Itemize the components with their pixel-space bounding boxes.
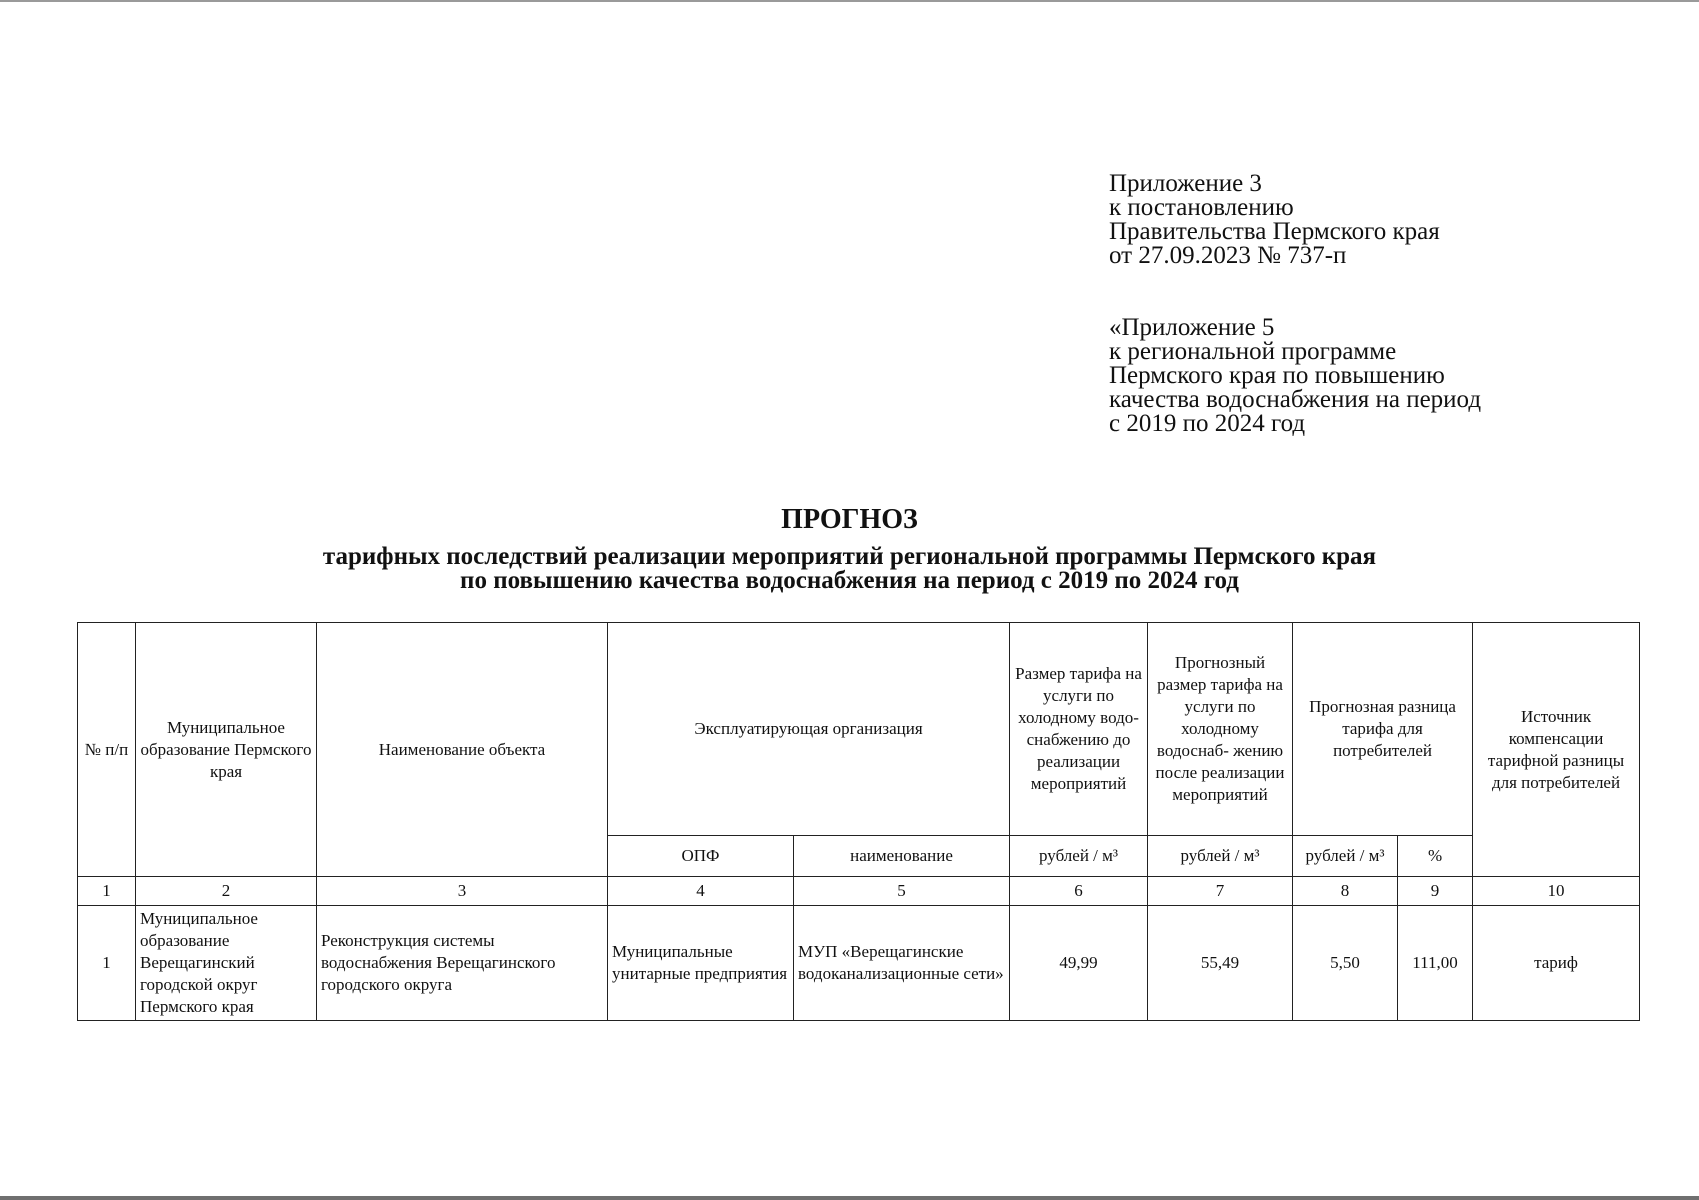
column-number: 8 (1293, 877, 1398, 906)
cell-no: 1 (78, 906, 136, 1021)
subheader-unit-col7: рублей / м³ (1148, 836, 1293, 877)
appendix-quoted-block (1109, 316, 1481, 436)
cell-tariff-before: 49,99 (1010, 906, 1148, 1021)
cell-difference-rub: 5,50 (1293, 906, 1398, 1021)
cell-municipality: Муниципальное образование Верещагинский городской округ Пермского края (136, 906, 317, 1021)
cell-opf: Муниципальные унитарные предприятия (608, 906, 794, 1021)
column-number: 4 (608, 877, 794, 906)
header-municipality: Муниципальное образование Пермского края (136, 623, 317, 877)
appendix-quoted-line: Пермского края по повышению (1109, 362, 1445, 389)
table-row (78, 906, 1640, 1021)
appendix-quoted-line: к региональной программе (1109, 338, 1397, 365)
cell-object: Реконструкция системы водоснабжения Верещагинского городского округа (317, 906, 608, 1021)
column-number: 9 (1398, 877, 1473, 906)
column-number: 5 (794, 877, 1010, 906)
column-number: 7 (1148, 877, 1293, 906)
scan-edge-top (0, 0, 1699, 2)
column-number: 6 (1010, 877, 1148, 906)
column-number: 2 (136, 877, 317, 906)
forecast-table (77, 622, 1640, 1021)
column-number: 1 (78, 877, 136, 906)
cell-source: тариф (1473, 906, 1640, 1021)
header-tariff-before: Размер тарифа на услуги по холодному водо- снабжению до реализации мероприятий (1010, 623, 1148, 836)
subheader-unit-col6: рублей / м³ (1010, 836, 1148, 877)
column-number-row (78, 877, 1640, 906)
header-tariff-after: Прогнозный размер тарифа на услуги по холодному водоснаб- жению после реализации мероприятий (1148, 623, 1293, 836)
header-row (78, 623, 1640, 836)
header-object: Наименование объекта (317, 623, 608, 877)
header-source: Источник компенсации тарифной разницы для потребителей (1473, 623, 1640, 877)
appendix-quoted-line: качества водоснабжения на период (1109, 386, 1482, 413)
header-operator: Эксплуатирующая организация (608, 623, 1010, 836)
appendix-quoted-line: с 2019 по 2024 год (1109, 410, 1306, 437)
document-title: ПРОГНОЗ (781, 504, 918, 535)
cell-difference-pct: 111,00 (1398, 906, 1473, 1021)
subtitle-line: тарифных последствий реализации мероприятий региональной программы Пермского края (322, 543, 1377, 570)
appendix-quoted-line: «Приложение 5 (1109, 314, 1275, 341)
column-number: 3 (317, 877, 608, 906)
subheader-name: наименование (794, 836, 1010, 877)
subheader-percent: % (1398, 836, 1473, 877)
cell-tariff-after: 55,49 (1148, 906, 1293, 1021)
cell-operator-name: МУП «Верещагинские водоканализационные сети» (794, 906, 1010, 1021)
appendix-block (1109, 172, 1440, 268)
subheader-unit-col8: рублей / м³ (1293, 836, 1398, 877)
appendix-line: к постановлению (1109, 194, 1294, 221)
scan-edge-bottom (0, 1196, 1699, 1200)
document-subtitle (0, 545, 1699, 593)
appendix-line: Приложение 3 (1109, 170, 1262, 197)
column-number: 10 (1473, 877, 1640, 906)
subtitle-line: по повышению качества водоснабжения на период с 2019 по 2024 год (460, 567, 1239, 594)
subheader-opf: ОПФ (608, 836, 794, 877)
header-difference: Прогнозная разница тарифа для потребителей (1293, 623, 1473, 836)
header-no: № п/п (78, 623, 136, 877)
appendix-line: от 27.09.2023 № 737-п (1109, 242, 1347, 269)
appendix-line: Правительства Пермского края (1109, 218, 1440, 245)
